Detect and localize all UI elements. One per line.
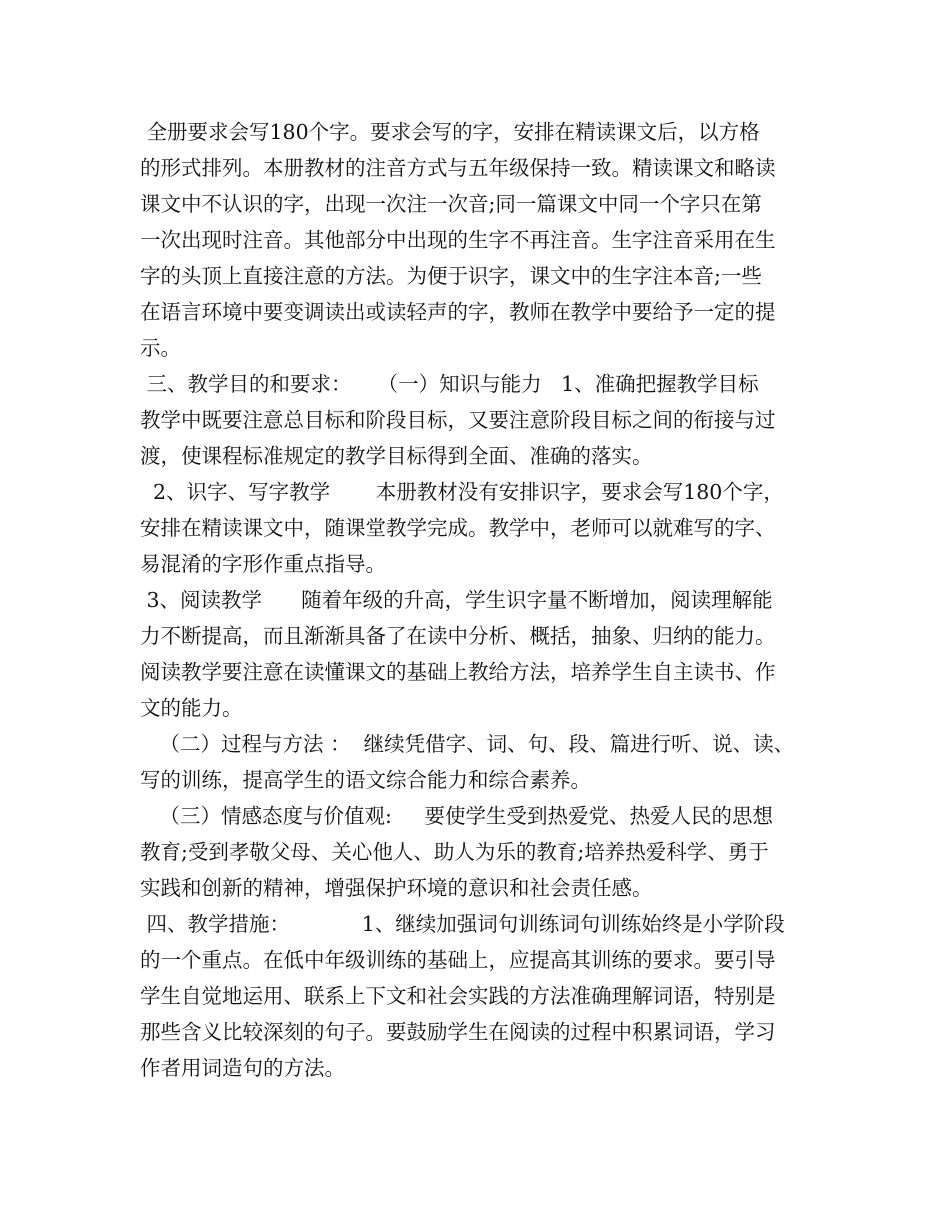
text-line: 安排在精读课文中，随课堂教学完成。教学中，老师可以就难写的字、 <box>140 516 776 540</box>
text-line: 力不断提高，而且渐渐具备了在读中分析、概括，抽象、归纳的能力。 <box>140 624 776 648</box>
text-line: 一次出现时注音。其他部分中出现的生字不再注音。生字注音采用在生 <box>140 228 776 252</box>
text-line: 的一个重点。在低中年级训练的基础上，应提高其训练的要求。要引导 <box>140 948 776 972</box>
text-line: 学生自觉地运用、联系上下文和社会实践的方法准确理解词语，特别是 <box>140 984 776 1008</box>
text-line: 示。 <box>140 336 181 360</box>
text-line: 易混淆的字形作重点指导。 <box>140 552 386 576</box>
subsection-line: 3、阅读教学 随着年级的升高，学生识字量不断增加，阅读理解能 <box>140 588 773 612</box>
text-line: 的形式排列。本册教材的注音方式与五年级保持一致。精读课文和略读 <box>140 156 776 180</box>
text-line: 在语言环境中要变调读出或读轻声的字，教师在教学中要给予一定的提 <box>140 300 776 324</box>
text-line: 文的能力。 <box>140 696 243 720</box>
section-heading-line: 三、教学目的和要求： （一）知识与能力 1、准确把握教学目标 <box>140 372 759 396</box>
text-line: 那些含义比较深刻的句子。要鼓励学生在阅读的过程中积累词语，学习 <box>140 1020 776 1044</box>
text-line: 课文中不认识的字，出现一次注一次音;同一篇课文中同一个字只在第 <box>140 192 762 216</box>
text-line: 教育;受到孝敬父母、关心他人、助人为乐的教育;培养热爱科学、勇于 <box>140 840 769 864</box>
text-line: 渡，使课程标准规定的教学目标得到全面、准确的落实。 <box>140 444 653 468</box>
subsection-line: （三）情感态度与价值观: 要使学生受到热爱党、热爱人民的思想 <box>140 804 774 828</box>
subsection-line: 2、识字、写字教学 本册教材没有安排识字，要求会写180个字， <box>140 480 784 504</box>
document-body <box>140 114 830 1086</box>
section-heading-line: 四、教学措施： 1、继续加强词句训练词句训练始终是小学阶段 <box>140 912 785 936</box>
text-line: 教学中既要注意总目标和阶段目标，又要注意阶段目标之间的衔接与过 <box>140 408 776 432</box>
text-line: 实践和创新的精神，增强保护环境的意识和社会责任感。 <box>140 876 653 900</box>
text-line: 阅读教学要注意在读懂课文的基础上教给方法，培养学生自主读书、作 <box>140 660 776 684</box>
text-line: 作者用词造句的方法。 <box>140 1056 345 1080</box>
text-line: 字的头顶上直接注意的方法。为便于识字，课文中的生字注本音;一些 <box>140 264 762 288</box>
text-line: 全册要求会写180个字。要求会写的字，安排在精读课文后，以方格 <box>140 120 760 144</box>
text-line: 写的训练，提高学生的语文综合能力和综合素养。 <box>140 768 591 792</box>
subsection-line: （二）过程与方法 ： 继续凭借字、词、句、段、篇进行听、说、读、 <box>140 732 795 756</box>
